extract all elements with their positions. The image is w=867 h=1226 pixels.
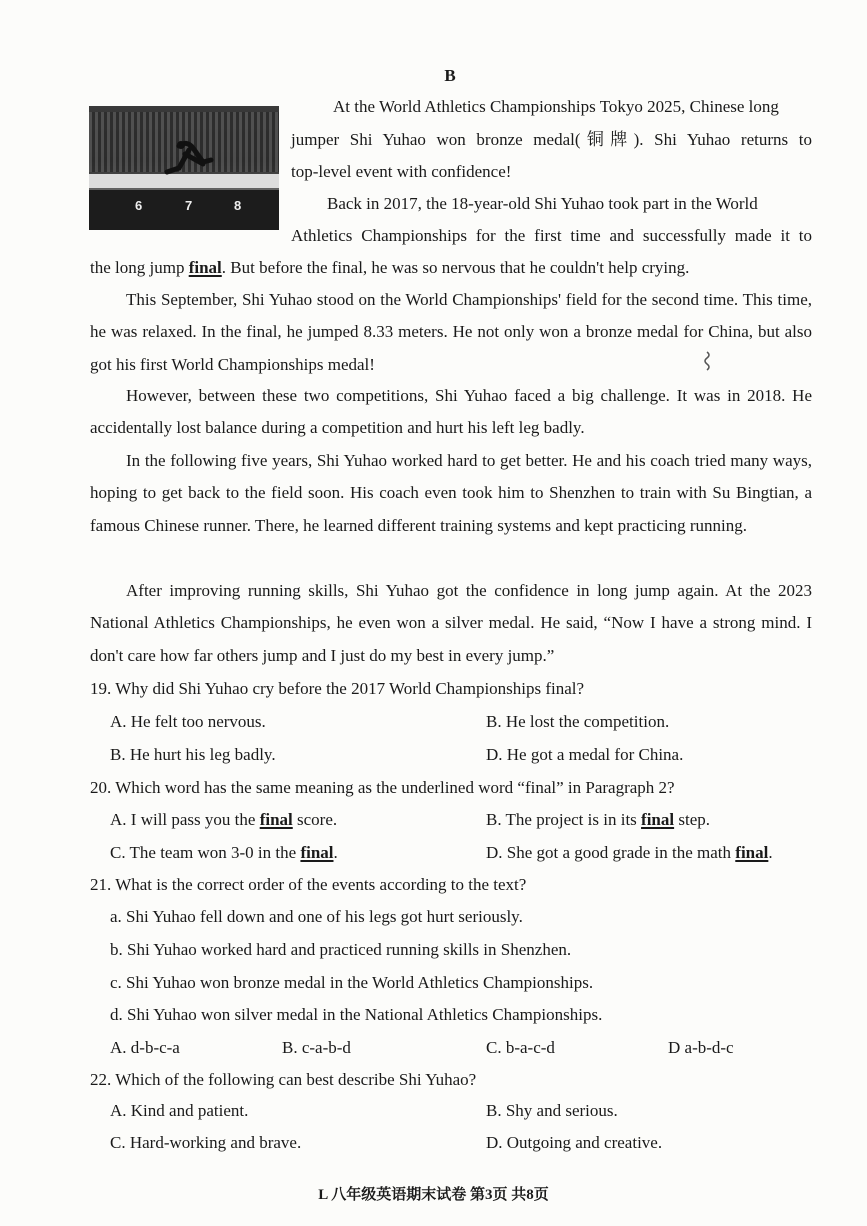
lane-number: 6 — [135, 198, 143, 213]
lane-number: 7 — [185, 198, 193, 213]
q22-option-a[interactable]: A. Kind and patient. — [110, 1101, 249, 1120]
q22-option-c[interactable]: C. Hard-working and brave. — [110, 1133, 302, 1152]
q20-option-a[interactable] — [110, 808, 337, 832]
option-text: D. She got a good grade in the math — [486, 843, 736, 862]
page-footer: L 八年级英语期末试卷 第3页 共8页 — [318, 1187, 549, 1203]
question-22-stem: 22. Which of the following can best describe Shi Yuhao? — [90, 1070, 477, 1089]
underlined-word-final: final — [735, 843, 769, 862]
passage-p2-line: Athletics Championships for the first time and successfully made it to — [291, 226, 812, 245]
q22-option-b[interactable]: B. Shy and serious. — [486, 1101, 618, 1120]
q21-option-c[interactable]: C. b-a-c-d — [486, 1038, 555, 1057]
q19-option-b[interactable]: B. He lost the competition. — [486, 712, 670, 731]
option-text: B. The project is in its — [486, 810, 642, 829]
q21-event: d. Shi Yuhao won silver medal in the National Athletics Championships. — [110, 1005, 603, 1024]
option-text: step. — [674, 810, 710, 829]
photo-track — [89, 190, 279, 230]
q21-event: b. Shi Yuhao worked hard and practiced running skills in Shenzhen. — [110, 940, 572, 959]
passage-p1-line: At the World Athletics Championships Tokyo 2025, Chinese long — [333, 97, 779, 116]
q20-option-d[interactable] — [486, 841, 773, 865]
q21-option-d[interactable]: D a-b-d-c — [668, 1038, 734, 1057]
option-text: . — [333, 843, 338, 862]
section-title: B — [444, 66, 456, 85]
q21-event: c. Shi Yuhao won bronze medal in the World Athletics Championships. — [110, 973, 594, 992]
question-20-stem: 20. Which word has the same meaning as the underlined word “final” in Paragraph 2? — [90, 778, 675, 797]
option-text: A. I will pass you the — [110, 810, 260, 829]
q19-option-d[interactable]: D. He got a medal for China. — [486, 745, 684, 764]
q21-option-b[interactable]: B. c-a-b-d — [282, 1038, 351, 1057]
passage-p2-line: Back in 2017, the 18-year-old Shi Yuhao took part in the World — [327, 194, 758, 213]
q20-option-c[interactable] — [110, 841, 338, 865]
q20-option-b[interactable] — [486, 808, 710, 832]
scribble-mark — [702, 350, 712, 374]
underlined-word-final: final — [641, 810, 675, 829]
passage-text: the long jump — [90, 258, 189, 277]
q21-option-a[interactable]: A. d-b-c-a — [110, 1038, 180, 1057]
long-jump-photo — [89, 106, 279, 230]
passage-p1-line: top-level event with confidence! — [291, 162, 512, 181]
passage-p6: After improving running skills, Shi Yuhao got the confidence in long jump again. At the 2023 National Athletics Championships, he even won a silver medal. He said, “Now I have a strong mind. I don't care how far others jump and I just do my best in every jump.” — [90, 581, 812, 665]
option-text: C. The team won 3-0 in the — [110, 843, 301, 862]
question-19-stem: 19. Why did Shi Yuhao cry before the 2017 World Championships final? — [90, 679, 585, 698]
option-text: score. — [292, 810, 338, 829]
q19-option-c[interactable]: B. He hurt his leg badly. — [110, 745, 276, 764]
option-text: . — [768, 843, 773, 862]
q21-event: a. Shi Yuhao fell down and one of his legs got hurt seriously. — [110, 907, 523, 926]
underlined-word-final: final — [300, 843, 334, 862]
athlete-figure — [159, 138, 215, 182]
passage-p4: However, between these two competitions, Shi Yuhao faced a big challenge. It was in 2018. He accidentally lost balance during a competition and hurt his left leg badly. — [90, 386, 812, 438]
passage-p1-line: jumper Shi Yuhao won bronze medal(铜牌). Shi Yuhao returns to — [291, 130, 812, 149]
passage-p5: In the following five years, Shi Yuhao worked hard to get better. He and his coach tried many ways, hoping to get back to the field soon. His coach even took him to Shenzhen to train with Su Bingtian, a famous Chinese runner. There, he learned different training systems and kept practicing running. — [90, 451, 812, 535]
q19-option-a[interactable]: A. He felt too nervous. — [110, 712, 266, 731]
underlined-word-final: final — [188, 258, 222, 277]
q22-option-d[interactable]: D. Outgoing and creative. — [486, 1133, 663, 1152]
question-21-stem: 21. What is the correct order of the events according to the text? — [90, 875, 527, 894]
passage-text: . But before the final, he was so nervous that he couldn't help crying. — [221, 258, 690, 277]
passage-p3: This September, Shi Yuhao stood on the World Championships' field for the second time. This time, he was relaxed. In the final, he jumped 8.33 meters. He not only won a bronze medal for China, but also got his first World Championships medal! — [90, 290, 812, 374]
passage-p2-end — [90, 256, 689, 280]
lane-number: 8 — [234, 198, 242, 213]
underlined-word-final: final — [259, 810, 293, 829]
